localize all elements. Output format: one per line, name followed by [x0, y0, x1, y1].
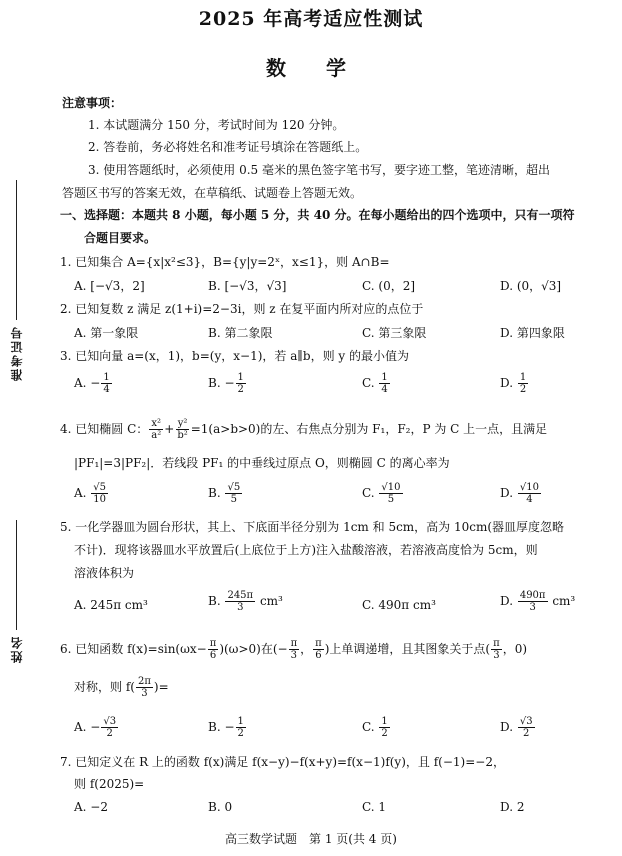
fraction-numerator: x² — [151, 418, 162, 429]
question-7-stem-cont: 则 f(2025)= — [74, 777, 145, 791]
notice-heading: 注意事项： — [62, 96, 123, 110]
fraction-numerator: 1 — [381, 716, 388, 727]
question-7-stem: 7. 已知定义在 R 上的函数 f(x)满足 f(x−y)−f(x+y)=f(x−1)f(y)，且 f(−1)=−2， — [60, 755, 505, 769]
option-fraction — [236, 372, 246, 395]
fraction-denominator: 5 — [387, 494, 395, 505]
question-3-option-b — [208, 372, 247, 395]
notice-item: 2. 答卷前，务必将姓名和准考证号填涂在答题纸上。 — [88, 140, 368, 154]
fraction-denominator: 10 — [93, 494, 107, 505]
option-fraction — [518, 372, 528, 395]
fraction-numerator: π — [290, 638, 298, 649]
fraction-denominator: 2 — [381, 728, 388, 739]
question-4-option-c — [362, 482, 404, 505]
question-6-stem — [60, 638, 608, 661]
question-4-stem-cont: |PF₁|=3|PF₂|．若线段 PF₁ 的中垂线过原点 O，则椭圆 C 的离心率为 — [74, 456, 450, 470]
fraction-numerator: 245π — [227, 590, 254, 601]
question-1-option-a: A. [−√3，2] — [74, 279, 145, 293]
question-2-stem: 2. 已知复数 z 满足 z(1+i)=2−3i，则 z 在复平面内所对应的点位于 — [60, 302, 424, 316]
section-heading: 一、选择题：本题共 8 小题，每小题 5 分，共 40 分。在每小题给出的四个选项中，只有一项符 — [60, 208, 575, 222]
option-prefix: B. — [208, 486, 225, 500]
fraction-denominator: b² — [177, 430, 188, 441]
fraction-denominator: 6 — [315, 650, 322, 661]
question-7-option-b: B. 0 — [208, 800, 233, 814]
fraction-denominator: 2 — [237, 384, 244, 395]
option-prefix: D. — [500, 594, 517, 608]
option-prefix: B. − — [208, 720, 235, 734]
question-1-option-c: C. (0，2] — [362, 279, 416, 293]
option-fraction — [225, 590, 255, 613]
fraction-numerator: √10 — [519, 482, 539, 493]
stem-fraction — [491, 638, 502, 661]
option-fraction — [236, 716, 246, 739]
fraction-denominator: 5 — [230, 494, 237, 505]
question-3-stem: 3. 已知向量 a=(x，1)，b=(y，x−1)，若 a∥b，则 y 的最小值为 — [60, 349, 409, 363]
question-7-option-a: A. −2 — [74, 800, 108, 814]
fraction-denominator: 4 — [526, 494, 533, 505]
fraction-numerator: 2π — [137, 676, 151, 687]
stem-fraction — [136, 676, 153, 699]
question-6-option-d — [500, 716, 536, 739]
option-fraction — [518, 716, 535, 739]
page-footer: 高三数学试题 第 1 页(共 4 页) — [225, 832, 397, 846]
stem-text: )上单调递增，且其图象关于点( — [324, 642, 491, 656]
stem-text: ，0) — [502, 642, 528, 656]
fraction-denominator: 2 — [523, 728, 530, 739]
fraction-denominator: a² — [151, 430, 162, 441]
fraction-denominator: 3 — [141, 688, 148, 699]
stem-text: 4. 已知椭圆 C： — [60, 422, 149, 436]
stem-fraction — [313, 638, 324, 661]
exam-id-label: 准考证号 — [10, 325, 24, 381]
fraction-denominator: 4 — [381, 384, 388, 395]
fraction-numerator: √10 — [381, 482, 401, 493]
option-prefix: C. — [362, 486, 379, 500]
question-3-option-c — [362, 372, 391, 395]
fraction-denominator: 3 — [290, 650, 298, 661]
fraction-numerator: 1 — [103, 372, 110, 383]
fraction-numerator: y² — [177, 418, 188, 429]
question-5-stem: 5. 一化学器皿为圆台形状，其上、下底面半径分别为 1cm 和 5cm，高为 10cm(器皿厚度忽略 — [60, 520, 565, 534]
question-1-stem: 1. 已知集合 A={x|x²≤3}，B={y|y=2ˣ，x≤1}，则 A∩B= — [60, 255, 390, 269]
option-fraction — [379, 372, 389, 395]
fraction-denominator: 2 — [519, 384, 527, 395]
stem-text: + — [164, 422, 175, 436]
page-title: 2025 年高考适应性测试 — [198, 8, 424, 30]
fraction-denominator: 2 — [237, 728, 244, 739]
stem-fraction — [289, 638, 300, 661]
option-prefix: C. — [362, 720, 379, 734]
question-5-option-b — [208, 590, 283, 613]
question-1-option-d: D. (0，√3] — [500, 279, 562, 293]
stem-text: )= — [153, 680, 169, 694]
question-4-stem — [60, 418, 608, 441]
question-5-option-a: A. 245π cm³ — [74, 598, 148, 612]
option-unit: cm³ — [548, 594, 576, 608]
fraction-numerator: 490π — [519, 590, 546, 601]
question-4-option-d — [500, 482, 542, 505]
option-fraction — [101, 716, 118, 739]
fraction-denominator: 3 — [493, 650, 500, 661]
fraction-denominator: 3 — [237, 602, 244, 613]
notice-item: 3. 使用答题纸时，必须使用 0.5 毫米的黑色签字笔书写，要字迹工整，笔迹清晰，超出 — [88, 163, 550, 177]
fraction-numerator: √5 — [93, 482, 107, 493]
question-6-option-c — [362, 716, 391, 739]
stem-text: )(ω>0)在(− — [219, 642, 288, 656]
fraction-numerator: π — [493, 638, 500, 649]
fraction-numerator: 1 — [381, 372, 388, 383]
stem-fraction — [175, 418, 189, 441]
question-6-option-b — [208, 716, 247, 739]
question-7-option-d: D. 2 — [500, 800, 525, 814]
question-2-option-a: A. 第一象限 — [74, 326, 139, 340]
subject-title: 数 学 — [266, 56, 356, 80]
fraction-denominator: 3 — [529, 602, 536, 613]
fraction-numerator: 1 — [237, 716, 244, 727]
fraction-numerator: 1 — [237, 372, 244, 383]
notice-item: 答题区书写的答案无效，在草稿纸、试题卷上答题无效。 — [62, 186, 363, 200]
stem-text: 对称，则 f( — [74, 680, 135, 694]
fraction-denominator: 2 — [106, 728, 113, 739]
exam-id-line — [16, 180, 17, 320]
fraction-numerator: √3 — [519, 716, 533, 727]
option-prefix: D. — [500, 720, 517, 734]
option-fraction — [379, 482, 402, 505]
fraction-numerator: π — [315, 638, 322, 649]
question-3-option-d — [500, 372, 529, 395]
question-2-option-b: B. 第二象限 — [208, 326, 273, 340]
question-6-stem-cont — [74, 676, 608, 699]
fraction-denominator: 4 — [103, 384, 110, 395]
option-prefix: B. — [208, 594, 225, 608]
fraction-numerator: 1 — [519, 372, 527, 383]
question-6-option-a — [74, 716, 119, 739]
stem-fraction — [149, 418, 163, 441]
stem-text: ， — [300, 642, 313, 656]
option-prefix: A. − — [74, 720, 101, 734]
option-prefix: B. − — [208, 376, 235, 390]
option-unit: cm³ — [256, 594, 283, 608]
question-3-option-a — [74, 372, 113, 395]
option-prefix: D. — [500, 486, 517, 500]
option-fraction — [101, 372, 111, 395]
question-5-stem-cont: 不计)．现将该器皿水平放置后(上底位于上方)注入盐酸溶液，若溶液高度恰为 5cm，则 — [74, 543, 538, 557]
stem-text: =1(a>b>0)的左、右焦点分别为 F₁，F₂，P 为 C 上一点，且满足 — [190, 422, 548, 436]
question-2-option-c: C. 第三象限 — [362, 326, 427, 340]
question-4-option-a — [74, 482, 109, 505]
option-prefix: A. − — [74, 376, 101, 390]
question-5-stem-cont: 溶液体积为 — [74, 566, 135, 580]
option-fraction — [379, 716, 389, 739]
notice-item: 1. 本试题满分 150 分，考试时间为 120 分钟。 — [88, 118, 345, 132]
option-fraction — [518, 482, 541, 505]
fraction-denominator: 6 — [209, 650, 217, 661]
stem-fraction — [208, 638, 219, 661]
option-fraction — [518, 590, 548, 613]
question-5-option-c: C. 490π cm³ — [362, 598, 436, 612]
option-fraction — [91, 482, 108, 505]
question-1-option-b: B. [−√3，√3] — [208, 279, 287, 293]
name-label: 姓名 — [10, 635, 24, 663]
question-5-option-d — [500, 590, 575, 613]
fraction-numerator: π — [209, 638, 217, 649]
option-fraction — [225, 482, 242, 505]
fraction-numerator: √3 — [103, 716, 117, 727]
question-2-option-d: D. 第四象限 — [500, 326, 565, 340]
question-4-option-b — [208, 482, 243, 505]
fraction-numerator: √5 — [227, 482, 241, 493]
name-line — [16, 520, 17, 630]
stem-text: 6. 已知函数 f(x)=sin(ωx− — [60, 642, 207, 656]
question-7-option-c: C. 1 — [362, 800, 387, 814]
option-prefix: A. — [74, 486, 91, 500]
option-prefix: D. — [500, 376, 517, 390]
option-prefix: C. — [362, 376, 379, 390]
section-heading-cont: 合题目要求。 — [84, 231, 157, 245]
